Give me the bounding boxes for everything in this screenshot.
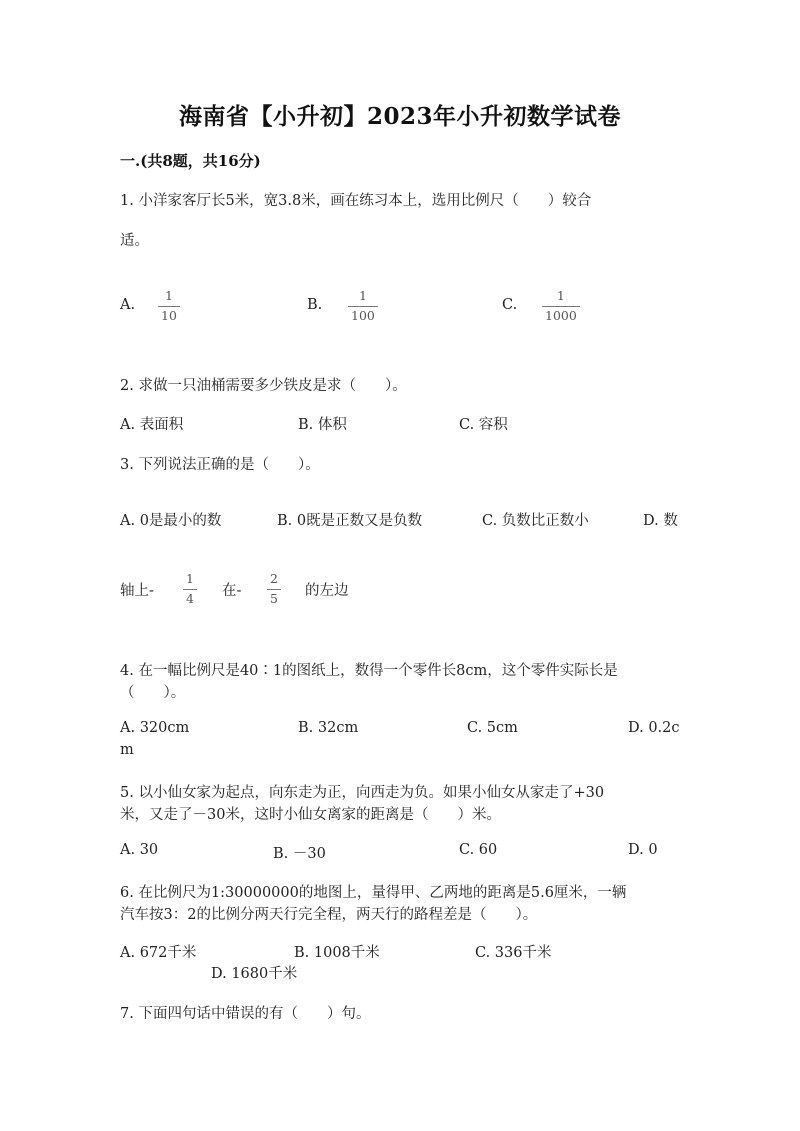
question-1-line-2: 适。 (120, 233, 149, 249)
q3-option-d: D. 数 (643, 513, 678, 529)
page-title: 海南省【小升初】2023年小升初数学试卷 (178, 103, 621, 130)
q4-option-d-wrap: m (120, 742, 134, 758)
question-5-line-1: 5. 以小仙女家为起点，向东走为正，向西走为负。如果小仙女从家走了+30 (120, 785, 605, 801)
q6-option-c: C. 336千米 (475, 945, 552, 961)
q4-option-b: B. 32cm (298, 720, 359, 736)
q3-option-b: B. 0既是正数又是负数 (277, 513, 423, 529)
q1-option-b-numerator: 1 (358, 288, 367, 303)
q6-option-a: A. 672千米 (120, 945, 197, 961)
q3-fraction-2-denominator: 5 (270, 590, 278, 606)
q1-option-c-label: C. (502, 297, 518, 313)
q2-option-c: C. 容积 (459, 417, 508, 433)
q5-option-b: B. －30 (273, 846, 326, 862)
q6-option-d: D. 1680千米 (211, 966, 298, 982)
q1-option-a-denominator: 10 (161, 307, 177, 323)
q1-option-a-fraction (158, 290, 180, 322)
q6-option-b: B. 1008千米 (294, 945, 380, 961)
q3-fraction-1-numerator: 1 (186, 571, 194, 586)
question-4-line-1: 4. 在一幅比例尺是40∶1的图纸上，数得一个零件长8cm，这个零件实际长是 (120, 663, 618, 679)
q3-fraction-2-numerator: 2 (270, 571, 278, 586)
q1-option-b-denominator: 100 (351, 307, 375, 323)
q3-fraction-1-denominator: 4 (186, 590, 194, 606)
q1-option-b-label: B. (307, 297, 323, 313)
q4-option-d: D. 0.2c (628, 720, 680, 736)
q1-option-c-fraction (542, 290, 580, 322)
q3-option-d-text-2: 在- (222, 583, 242, 599)
q1-option-c-denominator: 1000 (545, 307, 577, 323)
q3-option-c: C. 负数比正数小 (482, 513, 589, 529)
q4-option-a: A. 320cm (120, 720, 190, 736)
q3-option-a: A. 0是最小的数 (120, 513, 222, 529)
q5-option-c: C. 60 (459, 842, 498, 858)
q3-option-d-text-1: 轴上- (120, 583, 154, 599)
q3-fraction-1 (183, 573, 197, 605)
q1-option-a-numerator: 1 (164, 288, 173, 303)
question-2-stem: 2. 求做一只油桶需要多少铁皮是求（ ）。 (120, 378, 407, 394)
question-1-line-1: 1. 小洋家客厅长5米，宽3.8米，画在练习本上，选用比例尺（ ）较合 (120, 193, 592, 209)
q5-option-d: D. 0 (628, 842, 658, 858)
question-6-line-2: 汽车按3：2的比例分两天行完全程，两天行的路程差是（ ）。 (120, 907, 538, 923)
q1-option-a-label: A. (120, 297, 136, 313)
q2-option-a: A. 表面积 (120, 417, 184, 433)
question-7-stem: 7. 下面四句话中错误的有（ ）句。 (120, 1006, 371, 1022)
question-5-line-2: 米，又走了－30米，这时小仙女离家的距离是（ ）米。 (120, 807, 501, 823)
q5-option-a: A. 30 (120, 842, 159, 858)
q3-option-d-text-3: 的左边 (305, 583, 349, 599)
q4-option-c: C. 5cm (467, 720, 518, 736)
q2-option-b: B. 体积 (298, 417, 347, 433)
q1-option-b-fraction (348, 290, 378, 322)
section-heading: 一.(共8题，共16分) (120, 152, 261, 170)
question-4-line-2: （ ）。 (120, 685, 186, 701)
q1-option-c-numerator: 1 (556, 288, 565, 303)
question-3-stem: 3. 下列说法正确的是（ ）。 (120, 457, 320, 473)
question-6-line-1: 6. 在比例尺为1:30000000的地图上，量得甲、乙两地的距离是5.6厘米，一辆 (120, 885, 627, 901)
q3-fraction-2 (267, 573, 281, 605)
